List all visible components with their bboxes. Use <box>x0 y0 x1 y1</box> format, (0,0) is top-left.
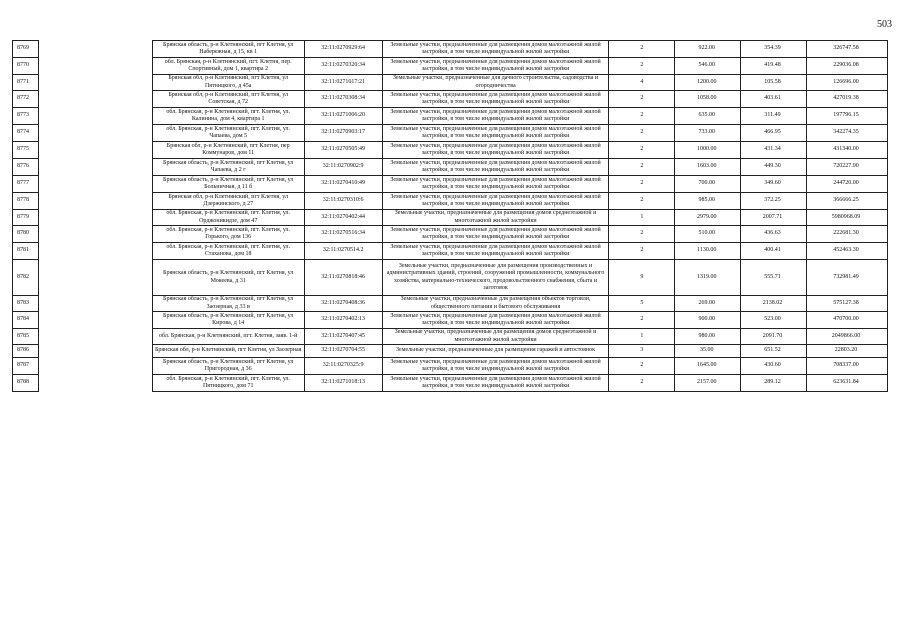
cadastral-value-cell: 470700.00 <box>806 312 887 329</box>
unit-value-cell: 466.95 <box>741 125 807 142</box>
table-row <box>13 312 888 329</box>
spacer-cell <box>39 243 152 260</box>
spacer-cell <box>39 108 152 125</box>
land-use-cell: Земельные участки, предназначенные для размещения домов малоэтажной жилой застройки, в том числе индивидуальной жилой застройки <box>382 58 609 75</box>
cadastral-number-cell: 32:11:0271018:13 <box>304 375 382 392</box>
table-row <box>13 176 888 193</box>
cadastral-number-cell: 32:11:0271006:20 <box>304 108 382 125</box>
spacer-cell <box>39 329 152 345</box>
cadastral-value-cell: 229036.08 <box>806 58 887 75</box>
address-cell: Брянская область, р-н Клетнянский, пгт Клетня, ул Мокеева, д 31 <box>152 260 304 296</box>
spacer-cell <box>39 91 152 108</box>
area-cell: 35.00 <box>675 345 741 358</box>
cadastral-value-cell: 366666.25 <box>806 193 887 210</box>
row-number: 8778 <box>13 193 39 210</box>
spacer-cell <box>39 210 152 226</box>
table-row <box>13 358 888 375</box>
unit-value-cell: 2007.71 <box>741 210 807 226</box>
group-cell: 4 <box>609 75 675 91</box>
table-row <box>13 75 888 91</box>
spacer-cell <box>39 142 152 159</box>
cadastral-number-cell: 32:11:0270320:34 <box>304 58 382 75</box>
area-cell: 2979.00 <box>675 210 741 226</box>
row-number: 8781 <box>13 243 39 260</box>
address-cell: Брянская область, р-н Клетнянский, пгт Клетня, ул Чапаева, д 2 г <box>152 159 304 176</box>
address-cell: Брянская область, р-н Клетнянский, пгт Клетня, ул Больничная, д 11 б <box>152 176 304 193</box>
table-row <box>13 296 888 312</box>
cadastral-number-cell: 32:11:0270929:64 <box>304 41 382 58</box>
land-use-cell: Земельные участки, предназначенные для размещения домов малоэтажной жилой застройки, в том числе индивидуальной жилой застройки <box>382 91 609 108</box>
row-number: 8774 <box>13 125 39 142</box>
group-cell: 2 <box>609 41 675 58</box>
area-cell: 922.00 <box>675 41 741 58</box>
row-number: 8782 <box>13 260 39 296</box>
cadastral-value-cell: 708337.00 <box>806 358 887 375</box>
row-number: 8769 <box>13 41 39 58</box>
cadastral-value-cell: 427019.38 <box>806 91 887 108</box>
group-cell: 2 <box>609 91 675 108</box>
cadastral-number-cell: 32:11:0270903:17 <box>304 125 382 142</box>
row-number: 8788 <box>13 375 39 392</box>
group-cell: 9 <box>609 260 675 296</box>
group-cell: 3 <box>609 345 675 358</box>
cadastral-number-cell: 32:11:0270514.2 <box>304 243 382 260</box>
area-cell: 510.00 <box>675 226 741 243</box>
table-row <box>13 345 888 358</box>
cadastral-number-cell: 32:11:0270704:55 <box>304 345 382 358</box>
spacer-cell <box>39 176 152 193</box>
cadastral-number-cell: 32:11:0270902:9 <box>304 159 382 176</box>
unit-value-cell: 354.39 <box>741 41 807 58</box>
land-use-cell: Земельные участки, предназначенные для дачного строительства, садоводства и огородничества <box>382 75 609 91</box>
cadastral-number-cell: 32:11:0270402:44 <box>304 210 382 226</box>
area-cell: 700.00 <box>675 176 741 193</box>
cadastral-value-cell: 575127.38 <box>806 296 887 312</box>
spacer-cell <box>39 226 152 243</box>
cadastral-value-cell: 732981.49 <box>806 260 887 296</box>
area-cell: 900.00 <box>675 312 741 329</box>
row-number: 8777 <box>13 176 39 193</box>
spacer-cell <box>39 58 152 75</box>
address-cell: Брянская обл, р-н Клетнянский, пгт Клетня, ул Дзержинского, д 27 <box>152 193 304 210</box>
spacer-cell <box>39 375 152 392</box>
cadastral-value-cell: 5980968.09 <box>806 210 887 226</box>
address-cell: обл. Брянская, р-н Клетнянский, пгт. Клетня, ул. Калинина, дом 4, квартира 1 <box>152 108 304 125</box>
unit-value-cell: 436.63 <box>741 226 807 243</box>
table-row <box>13 226 888 243</box>
area-cell: 1130.00 <box>675 243 741 260</box>
spacer-cell <box>39 260 152 296</box>
unit-value-cell: 2138.02 <box>741 296 807 312</box>
area-cell: 2157.00 <box>675 375 741 392</box>
land-use-cell: Земельные участки, предназначенные для размещения домов малоэтажной жилой застройки, в том числе индивидуальной жилой застройки <box>382 41 609 58</box>
address-cell: Брянская область, р-н Клетнянский, пгт Клетня, ул Кирова, д 14 <box>152 312 304 329</box>
land-use-cell: Земельные участки, предназначенные для размещения объектов торговли, общественного питания и бытового обслуживания <box>382 296 609 312</box>
cadastral-value-cell: 126696.00 <box>806 75 887 91</box>
row-number: 8779 <box>13 210 39 226</box>
page-number: 503 <box>877 19 892 30</box>
land-use-cell: Земельные участки, предназначенные для размещения домов малоэтажной жилой застройки, в том числе индивидуальной жилой застройки <box>382 125 609 142</box>
address-cell: обл. Брянская, р-н Клетнянский, пгт. Клетня, ул. Стаханова, дом 18 <box>152 243 304 260</box>
cadastral-value-cell: 244720.00 <box>806 176 887 193</box>
unit-value-cell: 403.61 <box>741 91 807 108</box>
cadastral-value-cell: 342274.35 <box>806 125 887 142</box>
land-registry-table <box>12 40 888 392</box>
unit-value-cell: 289.12 <box>741 375 807 392</box>
address-cell: обл. Брянская, р-н Клетнянский, пгт. Клетня, ул. Орджоникидзе, дом 47 <box>152 210 304 226</box>
table-row <box>13 193 888 210</box>
unit-value-cell: 523.00 <box>741 312 807 329</box>
land-use-cell: Земельные участки, предназначенные для размещения домов малоэтажной жилой застройки, в том числе индивидуальной жилой застройки <box>382 142 609 159</box>
address-cell: Брянская обл, р-н Клетнянский, пгт Клетня, ул Заозерная <box>152 345 304 358</box>
cadastral-number-cell: 32:11:0270308:34 <box>304 91 382 108</box>
row-number: 8784 <box>13 312 39 329</box>
spacer-cell <box>39 358 152 375</box>
group-cell: 1 <box>609 210 675 226</box>
address-cell: обл. Брянская, р-н Клетнянский, пгт. Клетня, ул. Горького, дом 136 <box>152 226 304 243</box>
area-cell: 733.00 <box>675 125 741 142</box>
spacer-cell <box>39 345 152 358</box>
spacer-cell <box>39 193 152 210</box>
cadastral-value-cell: 720227.90 <box>806 159 887 176</box>
table-row <box>13 210 888 226</box>
table-row <box>13 58 888 75</box>
cadastral-value-cell: 431340.00 <box>806 142 887 159</box>
spacer-cell <box>39 75 152 91</box>
row-number: 8775 <box>13 142 39 159</box>
cadastral-number-cell: 32:11:0270310:6 <box>304 193 382 210</box>
group-cell: 2 <box>609 58 675 75</box>
cadastral-value-cell: 623631.84 <box>806 375 887 392</box>
land-use-cell: Земельные участки, предназначенные для размещения домов малоэтажной жилой застройки, в том числе индивидуальной жилой застройки <box>382 312 609 329</box>
table-row <box>13 243 888 260</box>
table-row <box>13 329 888 345</box>
unit-value-cell: 2091.70 <box>741 329 807 345</box>
land-use-cell: Земельные участки, предназначенные для размещения домов малоэтажной жилой застройки, в том числе индивидуальной жилой застройки <box>382 159 609 176</box>
unit-value-cell: 400.41 <box>741 243 807 260</box>
address-cell: обл. Брянская, р-н Клетнянский, пгт. Клетня, ул. Чапаева, дом 5 <box>152 125 304 142</box>
address-cell: Брянская обл, р-н Клетнянский, пгт Клетня, ул Пятницкого, д 45а <box>152 75 304 91</box>
cadastral-value-cell: 22803.20 <box>806 345 887 358</box>
land-use-cell: Земельные участки, предназначенные для размещения домов малоэтажной жилой застройки, в том числе индивидуальной жилой застройки <box>382 176 609 193</box>
cadastral-value-cell: 452463.30 <box>806 243 887 260</box>
cadastral-value-cell: 197796.15 <box>806 108 887 125</box>
area-cell: 1645.00 <box>675 358 741 375</box>
table-body <box>13 41 888 392</box>
land-use-cell: Земельные участки, предназначенные для размещения домов малоэтажной жилой застройки, в том числе индивидуальной жилой застройки <box>382 243 609 260</box>
group-cell: 2 <box>609 312 675 329</box>
unit-value-cell: 555.71 <box>741 260 807 296</box>
group-cell: 2 <box>609 226 675 243</box>
land-use-cell: Земельные участки, предназначенные для размещения домов малоэтажной жилой застройки, в том числе индивидуальной жилой застройки <box>382 358 609 375</box>
land-use-cell: Земельные участки, предназначенные для размещения домов малоэтажной жилой застройки, в том числе индивидуальной жилой застройки <box>382 108 609 125</box>
row-number: 8780 <box>13 226 39 243</box>
row-number: 8787 <box>13 358 39 375</box>
cadastral-number-cell: 32:11:0270325:9 <box>304 358 382 375</box>
row-number: 8786 <box>13 345 39 358</box>
unit-value-cell: 430.60 <box>741 358 807 375</box>
address-cell: Брянская область, р-н Клетнянский, пгт Клетня, ул Пригородная, д 36 <box>152 358 304 375</box>
cadastral-value-cell: 326747.58 <box>806 41 887 58</box>
area-cell: 980.00 <box>675 329 741 345</box>
row-number: 8772 <box>13 91 39 108</box>
unit-value-cell: 431.34 <box>741 142 807 159</box>
address-cell: Брянская область, р-н Клетнянский, пгт Клетня, ул Заозерная, д 33 в <box>152 296 304 312</box>
area-cell: 546.00 <box>675 58 741 75</box>
spacer-cell <box>39 159 152 176</box>
spacer-cell <box>39 296 152 312</box>
unit-value-cell: 349.60 <box>741 176 807 193</box>
cadastral-number-cell: 32:11:0270410:49 <box>304 176 382 193</box>
land-use-cell: Земельные участки, предназначенные для размещения домов малоэтажной жилой застройки, в том числе индивидуальной жилой застройки <box>382 226 609 243</box>
land-use-cell: Земельные участки, предназначенные для размещения домов среднеэтажной и многоэтажной жилой застройки <box>382 210 609 226</box>
group-cell: 2 <box>609 193 675 210</box>
unit-value-cell: 105.58 <box>741 75 807 91</box>
group-cell: 2 <box>609 108 675 125</box>
cadastral-number-cell: 32:11:0270818:46 <box>304 260 382 296</box>
group-cell: 2 <box>609 142 675 159</box>
cadastral-value-cell: 2049866.00 <box>806 329 887 345</box>
area-cell: 1200.00 <box>675 75 741 91</box>
area-cell: 1603.00 <box>675 159 741 176</box>
address-cell: обл. Брянская, р-н Клетнянский, пгт. Клетня, ул. Пятницкого, дом 71 <box>152 375 304 392</box>
group-cell: 2 <box>609 375 675 392</box>
group-cell: 2 <box>609 358 675 375</box>
land-use-cell: Земельные участки, предназначенные для размещения домов малоэтажной жилой застройки, в том числе индивидуальной жилой застройки <box>382 375 609 392</box>
address-cell: Брянская область, р-н Клетнянский, пгт Клетня, ул Набережная, д 15, кв 1 <box>152 41 304 58</box>
land-use-cell: Земельные участки, предназначенные для размещения домов малоэтажной жилой застройки, в том числе индивидуальной жилой застройки <box>382 193 609 210</box>
unit-value-cell: 419.48 <box>741 58 807 75</box>
group-cell: 2 <box>609 159 675 176</box>
spacer-cell <box>39 41 152 58</box>
table-row <box>13 142 888 159</box>
area-cell: 1058.00 <box>675 91 741 108</box>
spacer-cell <box>39 312 152 329</box>
group-cell: 5 <box>609 296 675 312</box>
address-cell: Брянская обл, р-н Клетнянский, пгт Клетня, пер Коммунаров, дом 11 <box>152 142 304 159</box>
row-number: 8773 <box>13 108 39 125</box>
address-cell: Брянская обл, р-н Клетнянский, пгт Клетня, ул Советская, д 72 <box>152 91 304 108</box>
cadastral-number-cell: 32:11:0270407:45 <box>304 329 382 345</box>
unit-value-cell: 651.52 <box>741 345 807 358</box>
area-cell: 1319.00 <box>675 260 741 296</box>
cadastral-number-cell: 32:11:0270516:34 <box>304 226 382 243</box>
land-use-cell: Земельные участки, предназначенные для размещения производственных и административных зданий, строений, сооружений промышленности, коммунального хозяйства, материально-технического, продовольственного снабжения, сбыта и заготовок <box>382 260 609 296</box>
unit-value-cell: 311.49 <box>741 108 807 125</box>
table-row <box>13 159 888 176</box>
group-cell: 2 <box>609 125 675 142</box>
area-cell: 985.00 <box>675 193 741 210</box>
cadastral-number-cell: 32:11:0270402:13 <box>304 312 382 329</box>
area-cell: 269.00 <box>675 296 741 312</box>
table-row <box>13 108 888 125</box>
address-cell: обл. Брянская, р-н Клетнянский, пгт. Клетня, заяв. 1-й <box>152 329 304 345</box>
unit-value-cell: 372.25 <box>741 193 807 210</box>
group-cell: 1 <box>609 329 675 345</box>
group-cell: 2 <box>609 176 675 193</box>
row-number: 8776 <box>13 159 39 176</box>
spacer-cell <box>39 125 152 142</box>
area-cell: 635.00 <box>675 108 741 125</box>
row-number: 8783 <box>13 296 39 312</box>
table-row <box>13 91 888 108</box>
cadastral-number-cell: 32:11:0270505:49 <box>304 142 382 159</box>
table-row <box>13 260 888 296</box>
area-cell: 1000.00 <box>675 142 741 159</box>
address-cell: обл. Брянская, р-н Клетнянский, пгт. Клетня, пер. Спортивный, дом 1, квартира 2 <box>152 58 304 75</box>
row-number: 8770 <box>13 58 39 75</box>
table-row <box>13 41 888 58</box>
table-row <box>13 375 888 392</box>
cadastral-number-cell: 32:11:0271017:21 <box>304 75 382 91</box>
cadastral-number-cell: 32:11:0270408:36 <box>304 296 382 312</box>
unit-value-cell: 449.30 <box>741 159 807 176</box>
land-use-cell: Земельные участки, предназначенные для размещения гаражей и автостоянок <box>382 345 609 358</box>
group-cell: 2 <box>609 243 675 260</box>
row-number: 8785 <box>13 329 39 345</box>
land-use-cell: Земельные участки, предназначенные для размещения домов среднеэтажной и многоэтажной жилой застройки <box>382 329 609 345</box>
table-row <box>13 125 888 142</box>
row-number: 8771 <box>13 75 39 91</box>
cadastral-value-cell: 222681.30 <box>806 226 887 243</box>
